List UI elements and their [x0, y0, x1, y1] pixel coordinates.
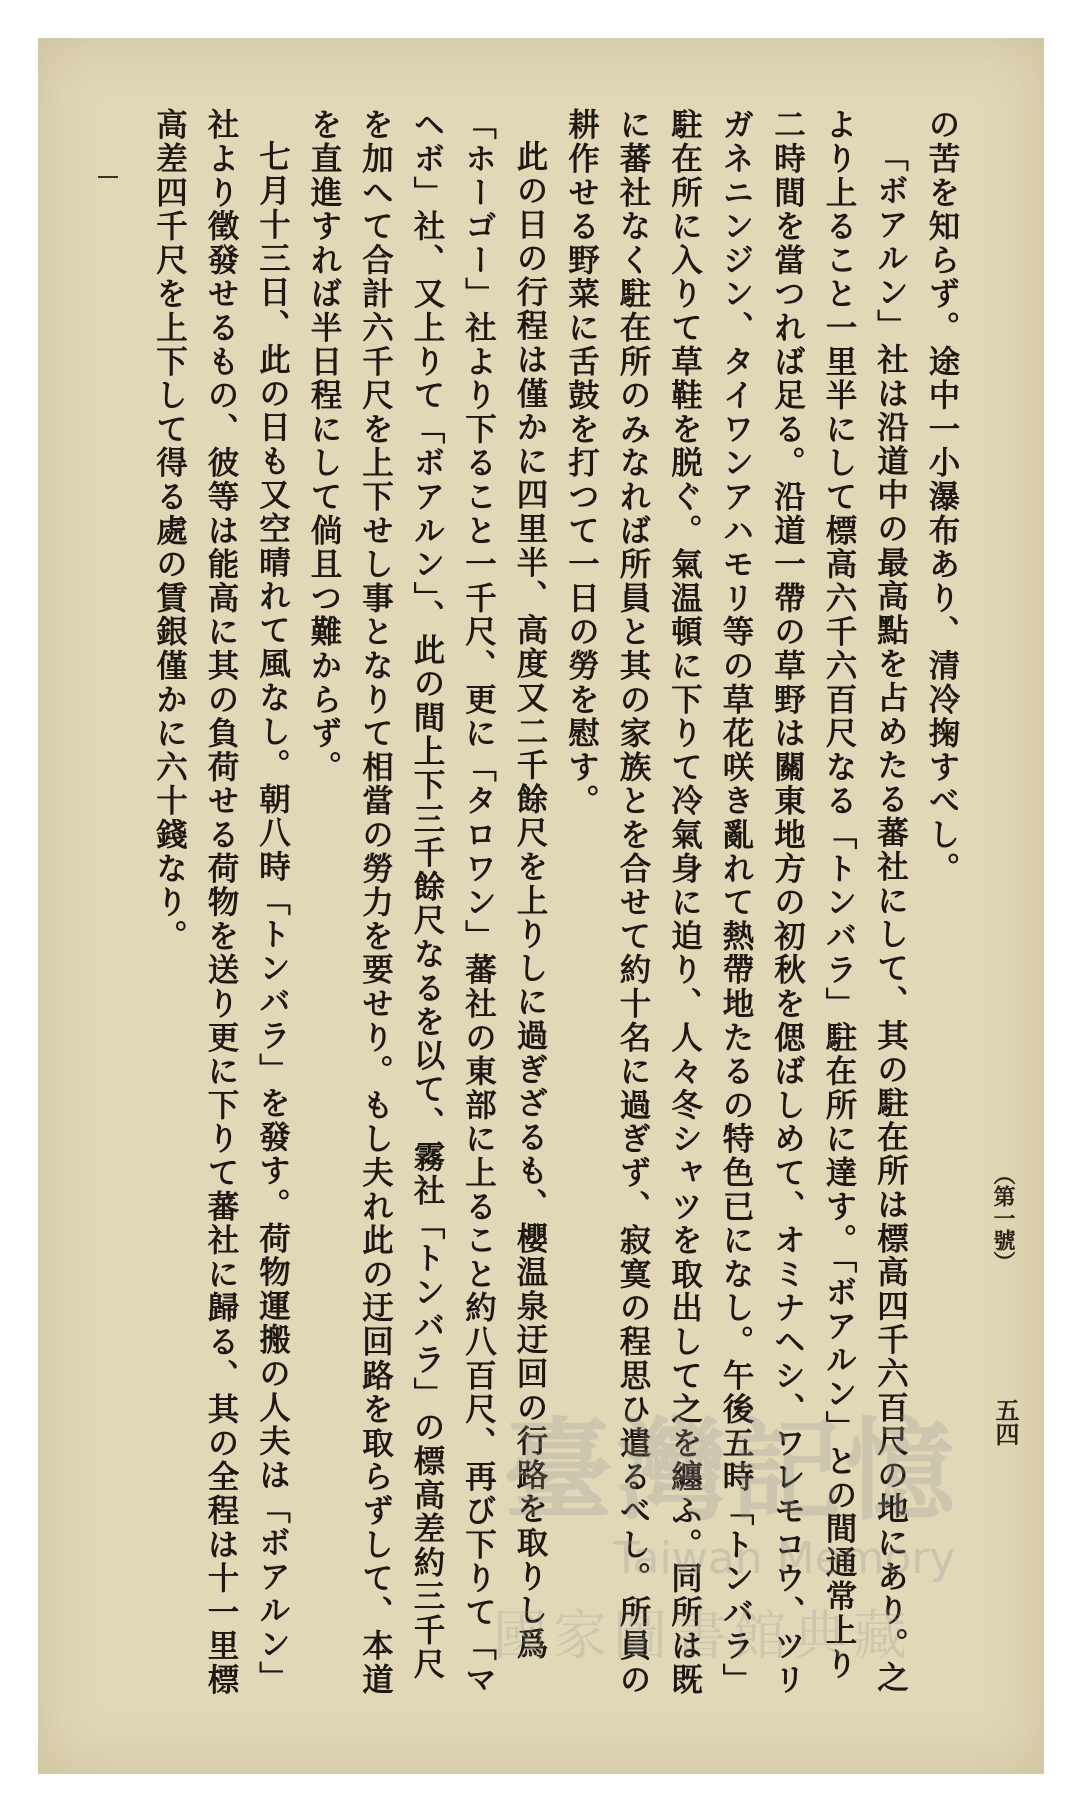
- issue-label: （第一號）: [990, 1163, 1016, 1273]
- margin-tick-mark: [98, 176, 118, 178]
- page-number: 五四: [991, 1398, 1020, 1446]
- vertical-body-text: [118, 108, 968, 1698]
- paragraph-4: 七月十三日、此の日も又空晴れて風なし。朝八時「トンバラ」を發す。荷物運搬の人夫は「ボアルン」社より徵發せるもの、彼等は能高に其の負荷せる荷物を送り更に下りて蕃社に歸る、其の全程は十一里標高差四千尺を上下して得る處の賃銀僅かに六十錢なり。: [151, 108, 292, 1697]
- paragraph-1: の苦を知らず。途中一小瀑布あり、清冷掬すべし。: [924, 108, 961, 886]
- paragraph-2: 「ボアルン」社は沿道中の最高點を占めたる蕃社にして、其の駐在所は標高四千六百尺の地にあり。之より上ること一里半にして標高六千六百尺なる「トンバラ」駐在所に達す。「ボアルン」との間通常上り二時間を當つれば足る。沿道一帶の草野は關東地方の初秋を偲ばしめて、オミナヘシ、ワレモコウ、ツリガネニンジン、タイワンアハモリ等の草花咲き亂れて熱帶地たるの特色已になし。午後五時「トンバラ」駐在所に入りて草鞋を脱ぐ。氣温頓に下りて冷氣身に迫り、人々冬シャツを取出して之を纏ふ。同所は既に蕃社なく駐在所のみなれば所員と其の家族とを合せて約十名に過ぎず、寂寞の程思ひ遣るべし。所員の耕作せる野菜に舌鼓を打つて一日の勞を慰す。: [563, 108, 910, 1697]
- watermark-title: 臺灣記憶: [503, 1406, 959, 1535]
- watermark-subtitle: 國家圖書館典藏: [493, 1604, 913, 1667]
- book-page: [38, 38, 1044, 1774]
- paragraph-3: 此の日の行程は僅かに四里半、高度又二千餘尺を上りしに過ぎざるも、櫻温泉迂回の行路を取りし爲「ホーゴー」社より下ること一千尺、更に「タロワン」蕃社の東部に上ること約八百尺、再び下りて「マヘボ」社、又上りて「ボアルン」、此の間上下三千餘尺なるを以て、霧社「トンバラ」の標高差約三千尺を加へて合計六千尺を上下せし事となりて相當の勞力を要せり。もし夫れ此の迂回路を取らずして、本道を直進すれば半日程にして倘且つ難からず。: [306, 108, 549, 1697]
- watermark-english: Taiwan Memory: [613, 1533, 956, 1584]
